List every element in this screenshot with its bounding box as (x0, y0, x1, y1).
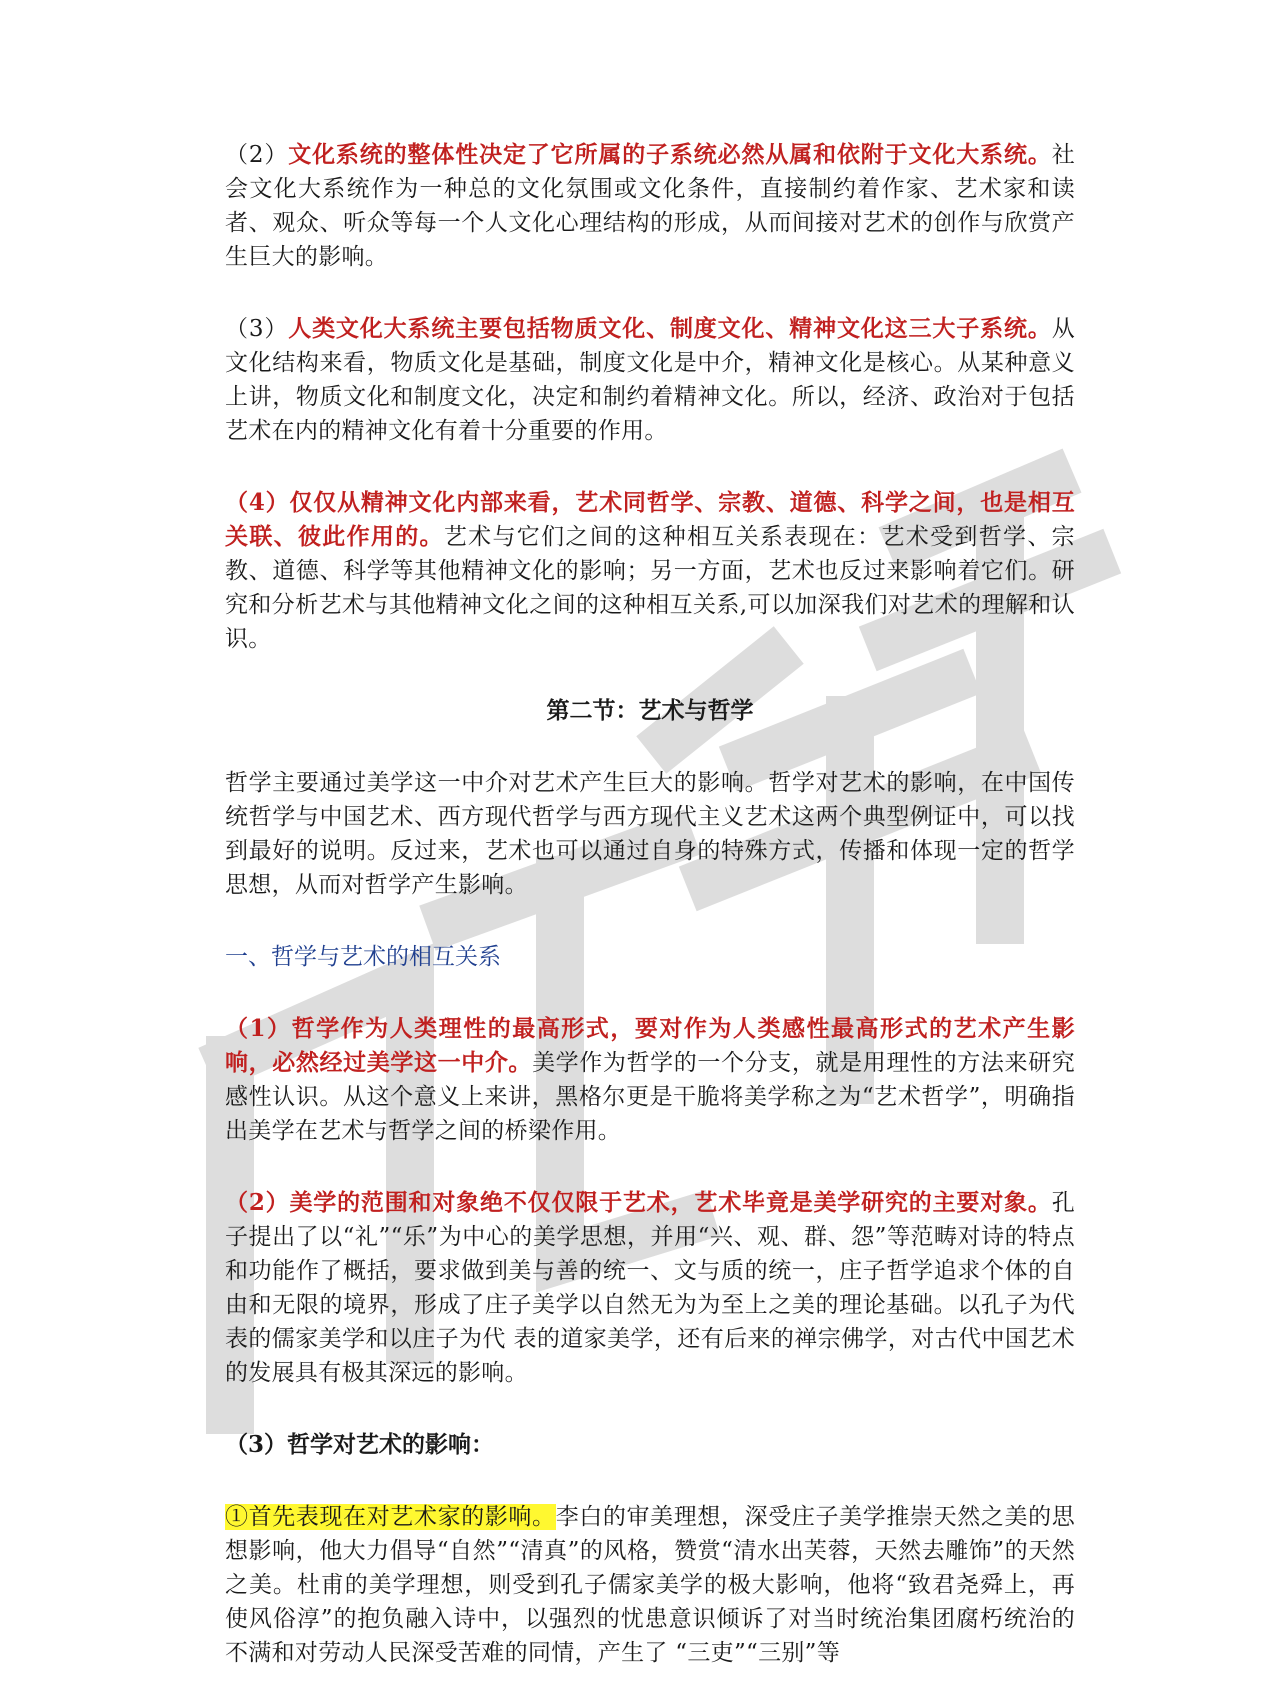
point-3-1 (225, 1500, 1075, 1670)
paragraph-3-emphasis: 人类文化大系统主要包括物质文化、制度文化、精神文化这三大子系统。 (288, 315, 1052, 342)
paragraph-3-body: 从文化结构来看，物质文化是基础，制度文化是中介，精神文化是核心。从某种意义上讲，物质文化和制度文化，决定和制约着精神文化。所以，经济、政治对于包括艺术在内的精神文化有着十分重要的作用。 (225, 316, 1075, 444)
section-title: 第二节：艺术与哲学 (546, 697, 754, 724)
point-1 (225, 1012, 1075, 1148)
intro-paragraph: 哲学主要通过美学这一中介对艺术产生巨大的影响。哲学对艺术的影响，在中国传统哲学与中国艺术、西方现代哲学与西方现代主义艺术这两个典型例证中，可以找到最好的说明。反过来，艺术也可以通过自身的特殊方式，传播和体现一定的哲学思想，从而对哲学产生影响。 (225, 770, 1075, 898)
point-3-1-highlight: ①首先表现在对艺术家的影响。 (225, 1504, 556, 1530)
point-2 (225, 1186, 1075, 1390)
subheading: 一、哲学与艺术的相互关系 (225, 944, 501, 970)
paragraph-3 (225, 312, 1075, 448)
point-2-emphasis: （2）美学的范围和对象绝不仅仅限于艺术，艺术毕竟是美学研究的主要对象。 (225, 1189, 1052, 1216)
paragraph-2-body: 社会文化大系统作为一种总的文化氛围或文化条件，直接制约着作家、艺术家和读者、观众、听众等每一个人文化心理结构的形成，从而间接对艺术的创作与欣赏产生巨大的影响。 (225, 142, 1075, 270)
point-1-body: 美学作为哲学的一个分支，就是用理性的方法来研究感性认识。从这个意义上来讲，黑格尔更是干脆将美学称之为“艺术哲学”，明确指出美学在艺术与哲学之间的桥梁作用。 (225, 1050, 1075, 1144)
document-page (225, 138, 1075, 1708)
point-1-emphasis: （1）哲学作为人类理性的最高形式，要对作为人类感性最高形式的艺术产生影响，必然经过美学这一中介。 (225, 1015, 1075, 1076)
paragraph-4-body: 艺术与它们之间的这种相互关系表现在：艺术受到哲学、宗教、道德、科学等其他精神文化的影响；另一方面，艺术也反过来影响着它们。研究和分析艺术与其他精神文化之间的这种相互关系,可以加深我们对艺术的理解和认识。 (225, 524, 1075, 652)
point-2-body: 孔子提出了以“礼”“乐”为中心的美学思想，并用“兴、观、群、怨”等范畴对诗的特点和功能作了概括，要求做到美与善的统一、文与质的统一，庄子哲学追求个体的自由和无限的境界，形成了庄子美学以自然无为为至上之美的理论基础。以孔子为代表的儒家美学和以庄子为代 表的道家美学，还有后来的禅宗佛学，对古代中国艺术的发展具有极其深远的影响。 (225, 1190, 1075, 1386)
paragraph-2 (225, 138, 1075, 274)
paragraph-3-prefix: （3） (225, 316, 289, 342)
point-3-1-body: 李白的审美理想，深受庄子美学推崇天然之美的思想影响，他大力倡导“自然”“清真”的风格，赞赏“清水出芙蓉，天然去雕饰”的天然之美。杜甫的美学理想，则受到孔子儒家美学的极大影响，他将“致君尧舜上，再使风俗淳”的抱负融入诗中，以强烈的忧患意识倾诉了对当时统治集团腐朽统治的不满和对劳动人民深受苦难的同情，产生了 “三吏”“三别”等 (225, 1504, 1075, 1666)
paragraph-4 (225, 486, 1075, 656)
paragraph-2-prefix: （2） (225, 142, 289, 168)
paragraph-2-emphasis: 文化系统的整体性决定了它所属的子系统必然从属和依附于文化大系统。 (288, 141, 1052, 168)
paragraph-4-emphasis: （4）仅仅从精神文化内部来看，艺术同哲学、宗教、道德、科学之间，也是相互关联、彼此作用的。 (225, 489, 1075, 550)
point-3-heading: （3）哲学对艺术的影响： (225, 1431, 495, 1458)
